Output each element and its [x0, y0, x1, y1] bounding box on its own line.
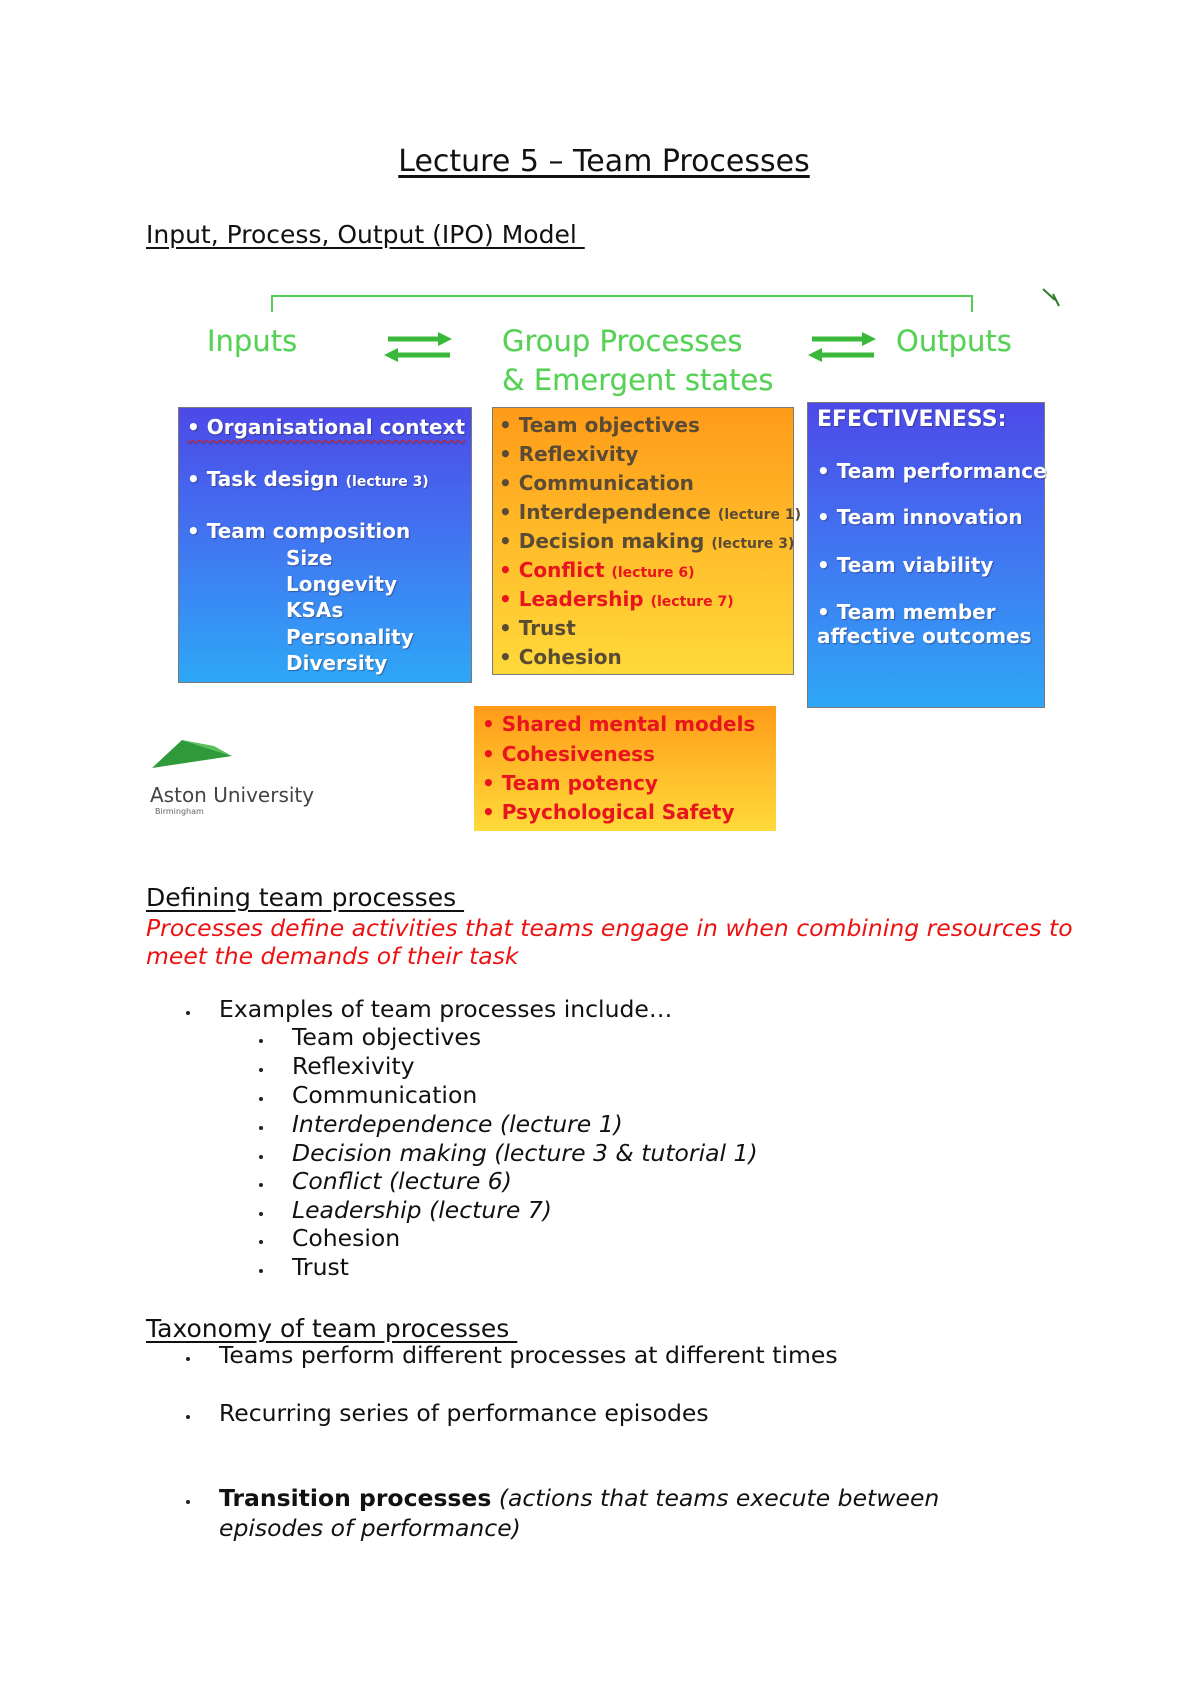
feedback-loop-line [272, 296, 972, 312]
bullet-icon [259, 1183, 263, 1187]
ipo-heading: Input, Process, Output (IPO) Model [146, 220, 585, 249]
bullet-icon [186, 1011, 190, 1015]
bullet-icon [259, 1155, 263, 1159]
emergent-states-box [474, 706, 776, 831]
example-item: Interdependence (lecture 1) [292, 1110, 623, 1138]
taxonomy-bullet: Recurring series of performance episodes [219, 1399, 709, 1427]
example-item: Communication [292, 1081, 478, 1109]
processes-label-line2: & Emergent states [502, 363, 774, 397]
input-item: • Task design (lecture 3) [187, 467, 429, 491]
outputs-box [807, 402, 1045, 708]
example-item: Cohesion [292, 1224, 401, 1252]
process-item: • Team objectives [499, 413, 700, 437]
process-item: • Decision making (lecture 3) [499, 529, 795, 553]
example-item: Conflict (lecture 6) [292, 1167, 512, 1195]
transition-processes: Transition processes (actions that teams execute between [219, 1484, 940, 1512]
output-item: • Team viability [817, 553, 994, 577]
process-item: • Trust [499, 616, 576, 640]
output-item: • Team member [817, 600, 996, 624]
example-item: Leadership (lecture 7) [292, 1196, 552, 1224]
process-item-highlighted: • Leadership (lecture 7) [499, 587, 734, 611]
process-item: • Interdependence (lecture 1) [499, 500, 801, 524]
outputs-heading: EFECTIVENESS: [817, 407, 1007, 432]
bullet-icon [186, 1415, 190, 1419]
bullet-icon [259, 1068, 263, 1072]
output-item: • Team innovation [817, 505, 1023, 529]
processes-label: Group Processes [502, 324, 743, 358]
process-item: • Cohesion [499, 645, 622, 669]
inputs-box [178, 407, 472, 683]
outputs-label: Outputs [896, 324, 1012, 358]
example-item: Reflexivity [292, 1052, 415, 1080]
example-item: Decision making (lecture 3 & tutorial 1) [292, 1139, 758, 1167]
tick-mark [1043, 289, 1059, 306]
bullet-icon [259, 1039, 263, 1043]
processes-box [492, 407, 801, 675]
emergent-item: • Shared mental models [482, 712, 756, 736]
emergent-item: • Psychological Safety [482, 800, 735, 824]
composition-item: Longevity [286, 572, 398, 596]
aston-logo-subtext: Birmingham [155, 807, 204, 816]
output-item: • Team performance [817, 459, 1047, 483]
composition-item: Diversity [286, 651, 388, 675]
composition-item: Personality [286, 625, 414, 649]
bullet-icon [186, 1500, 190, 1504]
bullet-icon [259, 1269, 263, 1273]
bullet-icon [259, 1097, 263, 1101]
example-item: Trust [292, 1253, 349, 1281]
aston-logo-icon [152, 740, 232, 768]
composition-item: KSAs [286, 598, 344, 622]
emergent-item: • Cohesiveness [482, 742, 655, 766]
input-item: • Organisational context [187, 415, 466, 439]
emergent-item: • Team potency [482, 771, 658, 795]
examples-intro: Examples of team processes include… [219, 995, 673, 1023]
definition-text: Processes define activities that teams engage in when combining resources to meet the demands of their task [146, 914, 1073, 970]
process-item: • Communication [499, 471, 694, 495]
taxonomy-bullet: Teams perform different processes at different times [219, 1341, 838, 1369]
double-arrow-icon [384, 332, 452, 362]
transition-processes-cont: episodes of performance) [219, 1514, 521, 1542]
input-item: • Team composition [187, 519, 411, 543]
inputs-label: Inputs [207, 324, 298, 358]
process-item: • Reflexivity [499, 442, 639, 466]
page-title: Lecture 5 – Team Processes [398, 144, 810, 179]
taxonomy-heading: Taxonomy of team processes [146, 1314, 518, 1343]
aston-logo-text: Aston University [150, 783, 315, 807]
bullet-icon [259, 1212, 263, 1216]
composition-item: Size [286, 546, 333, 570]
bullet-icon [186, 1357, 190, 1361]
defining-heading: Defining team processes [146, 883, 465, 912]
example-item: Team objectives [292, 1023, 482, 1051]
bullet-icon [259, 1126, 263, 1130]
bullet-icon [259, 1240, 263, 1244]
output-item: affective outcomes [817, 624, 1032, 648]
process-item-highlighted: • Conflict (lecture 6) [499, 558, 695, 582]
double-arrow-icon [808, 332, 876, 362]
